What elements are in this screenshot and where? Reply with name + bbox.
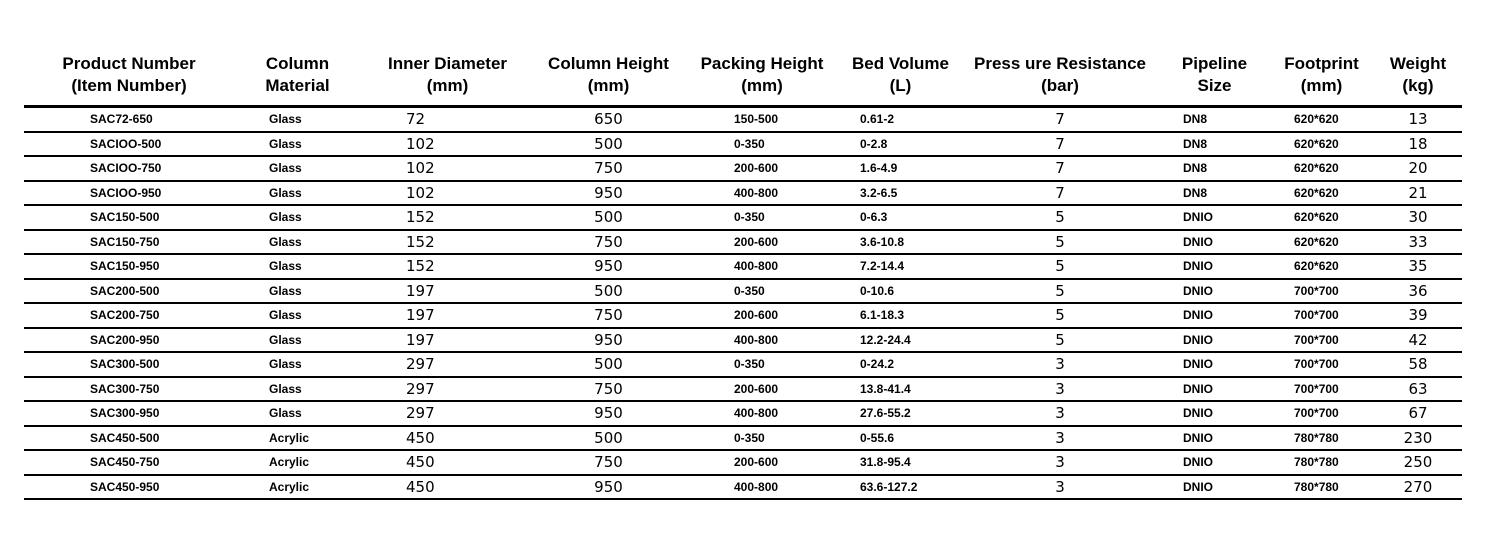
header-line: Column xyxy=(265,54,330,73)
table-row xyxy=(24,475,1462,500)
cell-column-height: 950 xyxy=(534,401,683,426)
table-row xyxy=(24,132,1462,157)
cell-column-height: 750 xyxy=(534,303,683,328)
header-line: (Item Number) xyxy=(71,76,187,95)
cell-column-height: 650 xyxy=(534,107,683,132)
cell-packing-height: 150-500 xyxy=(683,107,841,132)
header-pipeline-size xyxy=(1160,53,1269,107)
cell-inner-diameter: 152 xyxy=(361,230,534,255)
cell-packing-height: 400-800 xyxy=(683,181,841,206)
cell-weight: 230 xyxy=(1374,426,1462,451)
cell-pipeline-size: DN8 xyxy=(1160,181,1269,206)
cell-inner-diameter: 152 xyxy=(361,254,534,279)
cell-bed-volume: 1.6-4.9 xyxy=(841,156,960,181)
cell-column-material: Glass xyxy=(234,328,361,353)
cell-pipeline-size: DNIO xyxy=(1160,328,1269,353)
cell-weight: 39 xyxy=(1374,303,1462,328)
cell-packing-height: 400-800 xyxy=(683,328,841,353)
cell-product-number: SAC150-750 xyxy=(24,230,234,255)
table-body xyxy=(24,107,1462,500)
cell-product-number: SAC450-750 xyxy=(24,450,234,475)
cell-weight: 20 xyxy=(1374,156,1462,181)
cell-footprint: 780*780 xyxy=(1269,475,1374,500)
cell-column-height: 950 xyxy=(534,475,683,500)
cell-bed-volume: 0-6.3 xyxy=(841,205,960,230)
table-row xyxy=(24,426,1462,451)
header-bed-volume xyxy=(841,53,960,107)
cell-footprint: 700*700 xyxy=(1269,279,1374,304)
cell-pressure-resistance: 7 xyxy=(960,156,1160,181)
cell-column-material: Glass xyxy=(234,303,361,328)
cell-inner-diameter: 450 xyxy=(361,475,534,500)
cell-inner-diameter: 102 xyxy=(361,132,534,157)
cell-footprint: 780*780 xyxy=(1269,450,1374,475)
header-line: Column Height xyxy=(548,54,669,73)
cell-weight: 42 xyxy=(1374,328,1462,353)
table-row xyxy=(24,303,1462,328)
cell-bed-volume: 12.2-24.4 xyxy=(841,328,960,353)
cell-footprint: 700*700 xyxy=(1269,377,1374,402)
cell-weight: 13 xyxy=(1374,107,1462,132)
cell-pipeline-size: DNIO xyxy=(1160,352,1269,377)
cell-packing-height: 400-800 xyxy=(683,254,841,279)
cell-inner-diameter: 297 xyxy=(361,377,534,402)
cell-product-number: SAC300-950 xyxy=(24,401,234,426)
cell-bed-volume: 27.6-55.2 xyxy=(841,401,960,426)
cell-product-number: SAC450-500 xyxy=(24,426,234,451)
cell-bed-volume: 0-24.2 xyxy=(841,352,960,377)
cell-packing-height: 200-600 xyxy=(683,377,841,402)
header-inner-diameter xyxy=(361,53,534,107)
header-product-number xyxy=(24,53,234,107)
cell-packing-height: 0-350 xyxy=(683,132,841,157)
cell-column-height: 500 xyxy=(534,279,683,304)
cell-weight: 270 xyxy=(1374,475,1462,500)
header-line: (mm) xyxy=(587,76,630,95)
cell-bed-volume: 7.2-14.4 xyxy=(841,254,960,279)
cell-bed-volume: 0-2.8 xyxy=(841,132,960,157)
cell-footprint: 620*620 xyxy=(1269,254,1374,279)
cell-column-material: Glass xyxy=(234,377,361,402)
header-line: Pipeline xyxy=(1181,54,1248,73)
cell-pipeline-size: DN8 xyxy=(1160,156,1269,181)
header-line: Weight xyxy=(1389,54,1447,73)
cell-pressure-resistance: 3 xyxy=(960,426,1160,451)
cell-pressure-resistance: 5 xyxy=(960,279,1160,304)
table-row xyxy=(24,230,1462,255)
cell-bed-volume: 63.6-127.2 xyxy=(841,475,960,500)
cell-inner-diameter: 450 xyxy=(361,450,534,475)
cell-footprint: 700*700 xyxy=(1269,328,1374,353)
cell-footprint: 700*700 xyxy=(1269,303,1374,328)
cell-pipeline-size: DNIO xyxy=(1160,230,1269,255)
table-row xyxy=(24,181,1462,206)
cell-footprint: 700*700 xyxy=(1269,352,1374,377)
cell-inner-diameter: 72 xyxy=(361,107,534,132)
cell-column-material: Glass xyxy=(234,107,361,132)
header-line: Packing Height xyxy=(700,54,824,73)
cell-weight: 58 xyxy=(1374,352,1462,377)
header-line: (mm) xyxy=(741,76,783,95)
cell-pipeline-size: DNIO xyxy=(1160,475,1269,500)
header-line: Footprint xyxy=(1284,54,1359,73)
cell-pipeline-size: DNIO xyxy=(1160,254,1269,279)
cell-weight: 250 xyxy=(1374,450,1462,475)
cell-column-material: Glass xyxy=(234,132,361,157)
cell-inner-diameter: 197 xyxy=(361,303,534,328)
header-line: (L) xyxy=(889,76,912,95)
cell-weight: 18 xyxy=(1374,132,1462,157)
header-packing-height xyxy=(683,53,841,107)
header-weight xyxy=(1374,53,1462,107)
table-row xyxy=(24,328,1462,353)
cell-footprint: 620*620 xyxy=(1269,156,1374,181)
header-line: (kg) xyxy=(1402,76,1434,95)
table-header-row xyxy=(24,53,1462,107)
cell-product-number: SAC150-950 xyxy=(24,254,234,279)
cell-packing-height: 400-800 xyxy=(683,475,841,500)
cell-pressure-resistance: 7 xyxy=(960,181,1160,206)
cell-column-height: 950 xyxy=(534,254,683,279)
cell-column-material: Glass xyxy=(234,181,361,206)
cell-product-number: SAC300-750 xyxy=(24,377,234,402)
cell-column-material: Acrylic xyxy=(234,450,361,475)
cell-column-material: Glass xyxy=(234,205,361,230)
cell-product-number: SAC72-650 xyxy=(24,107,234,132)
table-row xyxy=(24,401,1462,426)
cell-bed-volume: 0-55.6 xyxy=(841,426,960,451)
cell-product-number: SACIOO-750 xyxy=(24,156,234,181)
cell-pressure-resistance: 7 xyxy=(960,107,1160,132)
cell-product-number: SAC450-950 xyxy=(24,475,234,500)
cell-weight: 30 xyxy=(1374,205,1462,230)
cell-packing-height: 0-350 xyxy=(683,352,841,377)
cell-product-number: SAC150-500 xyxy=(24,205,234,230)
table-row xyxy=(24,205,1462,230)
cell-pipeline-size: DNIO xyxy=(1160,303,1269,328)
cell-column-height: 500 xyxy=(534,352,683,377)
cell-pressure-resistance: 7 xyxy=(960,132,1160,157)
cell-inner-diameter: 450 xyxy=(361,426,534,451)
cell-column-height: 750 xyxy=(534,156,683,181)
cell-column-material: Acrylic xyxy=(234,475,361,500)
header-line: Product Number xyxy=(62,54,196,73)
cell-inner-diameter: 297 xyxy=(361,352,534,377)
cell-pipeline-size: DNIO xyxy=(1160,426,1269,451)
cell-column-height: 950 xyxy=(534,181,683,206)
header-pressure-resistance xyxy=(960,53,1160,107)
cell-weight: 67 xyxy=(1374,401,1462,426)
cell-footprint: 620*620 xyxy=(1269,107,1374,132)
cell-packing-height: 200-600 xyxy=(683,303,841,328)
cell-product-number: SAC300-500 xyxy=(24,352,234,377)
cell-product-number: SAC200-750 xyxy=(24,303,234,328)
cell-packing-height: 0-350 xyxy=(683,426,841,451)
cell-packing-height: 0-350 xyxy=(683,279,841,304)
cell-weight: 35 xyxy=(1374,254,1462,279)
cell-pipeline-size: DNIO xyxy=(1160,205,1269,230)
cell-weight: 36 xyxy=(1374,279,1462,304)
cell-footprint: 620*620 xyxy=(1269,230,1374,255)
cell-product-number: SAC200-500 xyxy=(24,279,234,304)
table-row xyxy=(24,352,1462,377)
header-line: Material xyxy=(265,76,330,95)
cell-footprint: 620*620 xyxy=(1269,132,1374,157)
cell-packing-height: 200-600 xyxy=(683,230,841,255)
cell-inner-diameter: 152 xyxy=(361,205,534,230)
header-column-material xyxy=(234,53,361,107)
cell-column-material: Glass xyxy=(234,279,361,304)
cell-bed-volume: 6.1-18.3 xyxy=(841,303,960,328)
cell-column-material: Glass xyxy=(234,401,361,426)
table-row xyxy=(24,450,1462,475)
header-line: (mm) xyxy=(1300,76,1343,95)
header-line: Size xyxy=(1197,76,1232,95)
cell-column-height: 500 xyxy=(534,205,683,230)
cell-column-material: Glass xyxy=(234,352,361,377)
header-line: Inner Diameter xyxy=(387,54,508,73)
cell-column-material: Acrylic xyxy=(234,426,361,451)
header-footprint xyxy=(1269,53,1374,107)
cell-bed-volume: 31.8-95.4 xyxy=(841,450,960,475)
cell-column-material: Glass xyxy=(234,230,361,255)
cell-product-number: SACIOO-950 xyxy=(24,181,234,206)
cell-footprint: 700*700 xyxy=(1269,401,1374,426)
cell-bed-volume: 13.8-41.4 xyxy=(841,377,960,402)
cell-weight: 21 xyxy=(1374,181,1462,206)
cell-pressure-resistance: 5 xyxy=(960,230,1160,255)
cell-footprint: 620*620 xyxy=(1269,205,1374,230)
cell-pipeline-size: DNIO xyxy=(1160,279,1269,304)
cell-packing-height: 400-800 xyxy=(683,401,841,426)
product-spec-table xyxy=(24,53,1462,500)
header-line: (bar) xyxy=(1041,76,1079,95)
cell-footprint: 780*780 xyxy=(1269,426,1374,451)
cell-pipeline-size: DNIO xyxy=(1160,401,1269,426)
table-row xyxy=(24,279,1462,304)
cell-product-number: SACIOO-500 xyxy=(24,132,234,157)
cell-pipeline-size: DN8 xyxy=(1160,107,1269,132)
header-line: (mm) xyxy=(426,76,469,95)
cell-column-height: 500 xyxy=(534,426,683,451)
header-line: Press ure Resistance xyxy=(974,54,1146,73)
cell-pressure-resistance: 5 xyxy=(960,254,1160,279)
cell-column-height: 950 xyxy=(534,328,683,353)
cell-bed-volume: 3.6-10.8 xyxy=(841,230,960,255)
cell-inner-diameter: 102 xyxy=(361,156,534,181)
cell-weight: 63 xyxy=(1374,377,1462,402)
table-row xyxy=(24,107,1462,132)
cell-packing-height: 200-600 xyxy=(683,156,841,181)
header-column-height xyxy=(534,53,683,107)
cell-column-material: Glass xyxy=(234,156,361,181)
cell-inner-diameter: 102 xyxy=(361,181,534,206)
cell-inner-diameter: 197 xyxy=(361,328,534,353)
cell-pressure-resistance: 3 xyxy=(960,401,1160,426)
cell-column-material: Glass xyxy=(234,254,361,279)
cell-pressure-resistance: 5 xyxy=(960,328,1160,353)
cell-pipeline-size: DNIO xyxy=(1160,377,1269,402)
cell-pressure-resistance: 5 xyxy=(960,205,1160,230)
cell-column-height: 750 xyxy=(534,230,683,255)
cell-packing-height: 0-350 xyxy=(683,205,841,230)
cell-packing-height: 200-600 xyxy=(683,450,841,475)
cell-pipeline-size: DNIO xyxy=(1160,450,1269,475)
table-row xyxy=(24,377,1462,402)
cell-pressure-resistance: 3 xyxy=(960,377,1160,402)
cell-footprint: 620*620 xyxy=(1269,181,1374,206)
cell-pressure-resistance: 3 xyxy=(960,450,1160,475)
cell-pressure-resistance: 3 xyxy=(960,475,1160,500)
cell-inner-diameter: 197 xyxy=(361,279,534,304)
cell-inner-diameter: 297 xyxy=(361,401,534,426)
cell-column-height: 750 xyxy=(534,450,683,475)
cell-pressure-resistance: 3 xyxy=(960,352,1160,377)
cell-bed-volume: 0-10.6 xyxy=(841,279,960,304)
cell-bed-volume: 3.2-6.5 xyxy=(841,181,960,206)
cell-pressure-resistance: 5 xyxy=(960,303,1160,328)
cell-pipeline-size: DN8 xyxy=(1160,132,1269,157)
cell-column-height: 750 xyxy=(534,377,683,402)
cell-product-number: SAC200-950 xyxy=(24,328,234,353)
table-row xyxy=(24,254,1462,279)
cell-weight: 33 xyxy=(1374,230,1462,255)
table-row xyxy=(24,156,1462,181)
header-line: Bed Volume xyxy=(852,54,949,73)
cell-bed-volume: 0.61-2 xyxy=(841,107,960,132)
cell-column-height: 500 xyxy=(534,132,683,157)
